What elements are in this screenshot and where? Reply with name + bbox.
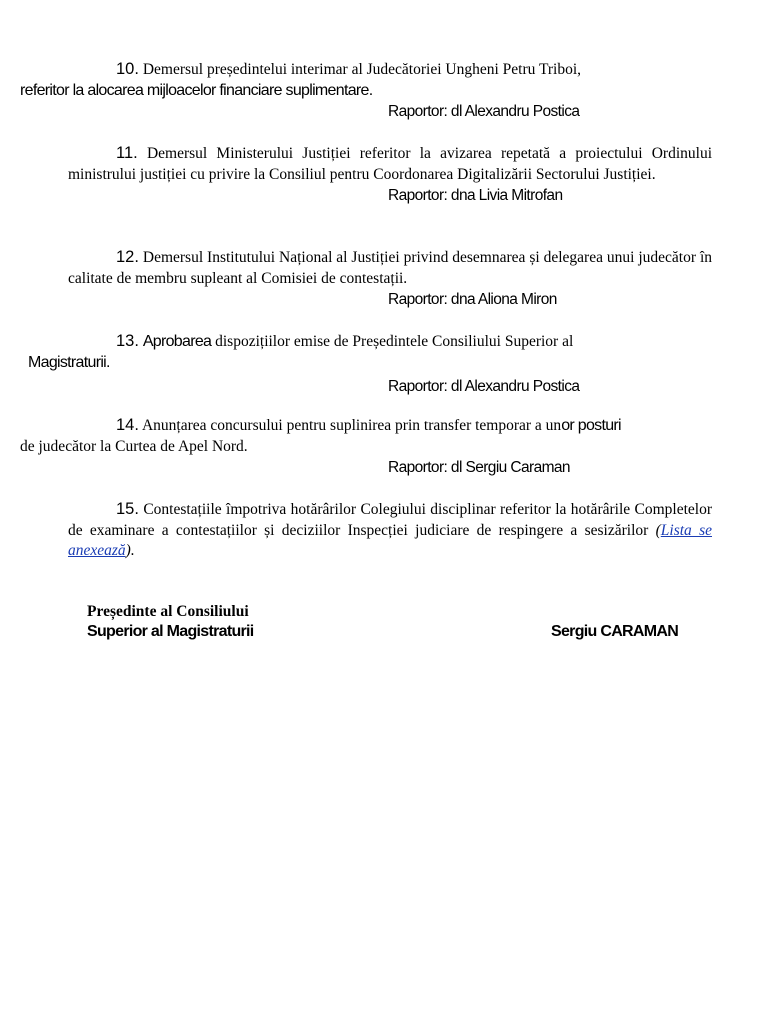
item-text — [68, 247, 712, 289]
item-number: 13. — [116, 332, 139, 350]
agenda-item-15 — [68, 499, 712, 562]
item-text-body: Demersul Institutului Național al Justiției privind desemnarea și delegarea unui judecător în calitate de membru supleant al Comisiei de contestații. — [68, 249, 713, 287]
item-number: 12. — [116, 248, 139, 266]
signature-title-line2: Superior al Magistraturii — [87, 623, 254, 640]
item-text-line: referitor la alocarea mijloacelor financiare suplimentare. — [20, 81, 373, 99]
item-text-line: dispozițiilor emise de Președintele Consiliului Superior al — [215, 333, 574, 350]
rapporteur: Raportor: dl Sergiu Caraman — [388, 459, 570, 476]
paren-close: ). — [125, 542, 135, 559]
paren-open: ( — [655, 521, 661, 539]
agenda-item-13 — [28, 331, 712, 397]
agenda-item-11 — [68, 143, 712, 206]
item-text — [68, 499, 712, 562]
agenda-item-14 — [20, 415, 712, 478]
item-text-line: Anunțarea concursului pentru suplinirea prin transfer temporar a un — [141, 417, 562, 434]
item-number: 10. — [116, 60, 139, 78]
item-text — [20, 59, 712, 101]
item-text-body: Demersul Ministerului Justiției referitor la avizarea repetată a proiectului Ordinului ministrului justiției cu privire la Consiliul pentru Coordonarea Digitalizării Sectorului Justiției. — [68, 145, 713, 183]
item-text-line: Magistraturii. — [28, 353, 110, 371]
signature-title-line1: Președinte al Consiliului — [87, 603, 249, 620]
rapporteur: Raportor: dl Alexandru Postica — [388, 103, 580, 120]
rapporteur: Raportor: dna Livia Mitrofan — [388, 187, 563, 204]
signatory-name: Sergiu CARAMAN — [551, 623, 679, 640]
item-text-body: Contestațiile împotriva hotărârilor Colegiului disciplinar referitor la hotărârile Completelor de examinare a contestațiilor și deciziilor Inspecției judiciare de respingere a sesizărilor — [68, 501, 712, 539]
agenda-item-10 — [20, 59, 712, 122]
item-number: 14. — [116, 416, 139, 434]
item-text — [20, 415, 712, 457]
agenda-item-12 — [68, 247, 712, 310]
item-number: 11. — [116, 144, 138, 162]
rapporteur: Raportor: dna Aliona Miron — [388, 291, 557, 308]
annex-list-link[interactable]: Lista se anexează — [68, 521, 712, 559]
rapporteur: Raportor: dl Alexandru Postica — [388, 378, 580, 395]
item-text — [28, 331, 712, 373]
item-number: 15. — [116, 500, 139, 518]
item-text — [68, 143, 712, 185]
item-text-line: Demersul președintelui interimar al Judecătoriei Ungheni Petru Triboi, — [142, 61, 582, 78]
item-text-tail: or posturi — [561, 417, 621, 434]
item-text-line: de judecător la Curtea de Apel Nord. — [20, 437, 248, 455]
item-lead: Aprobarea — [142, 333, 212, 350]
